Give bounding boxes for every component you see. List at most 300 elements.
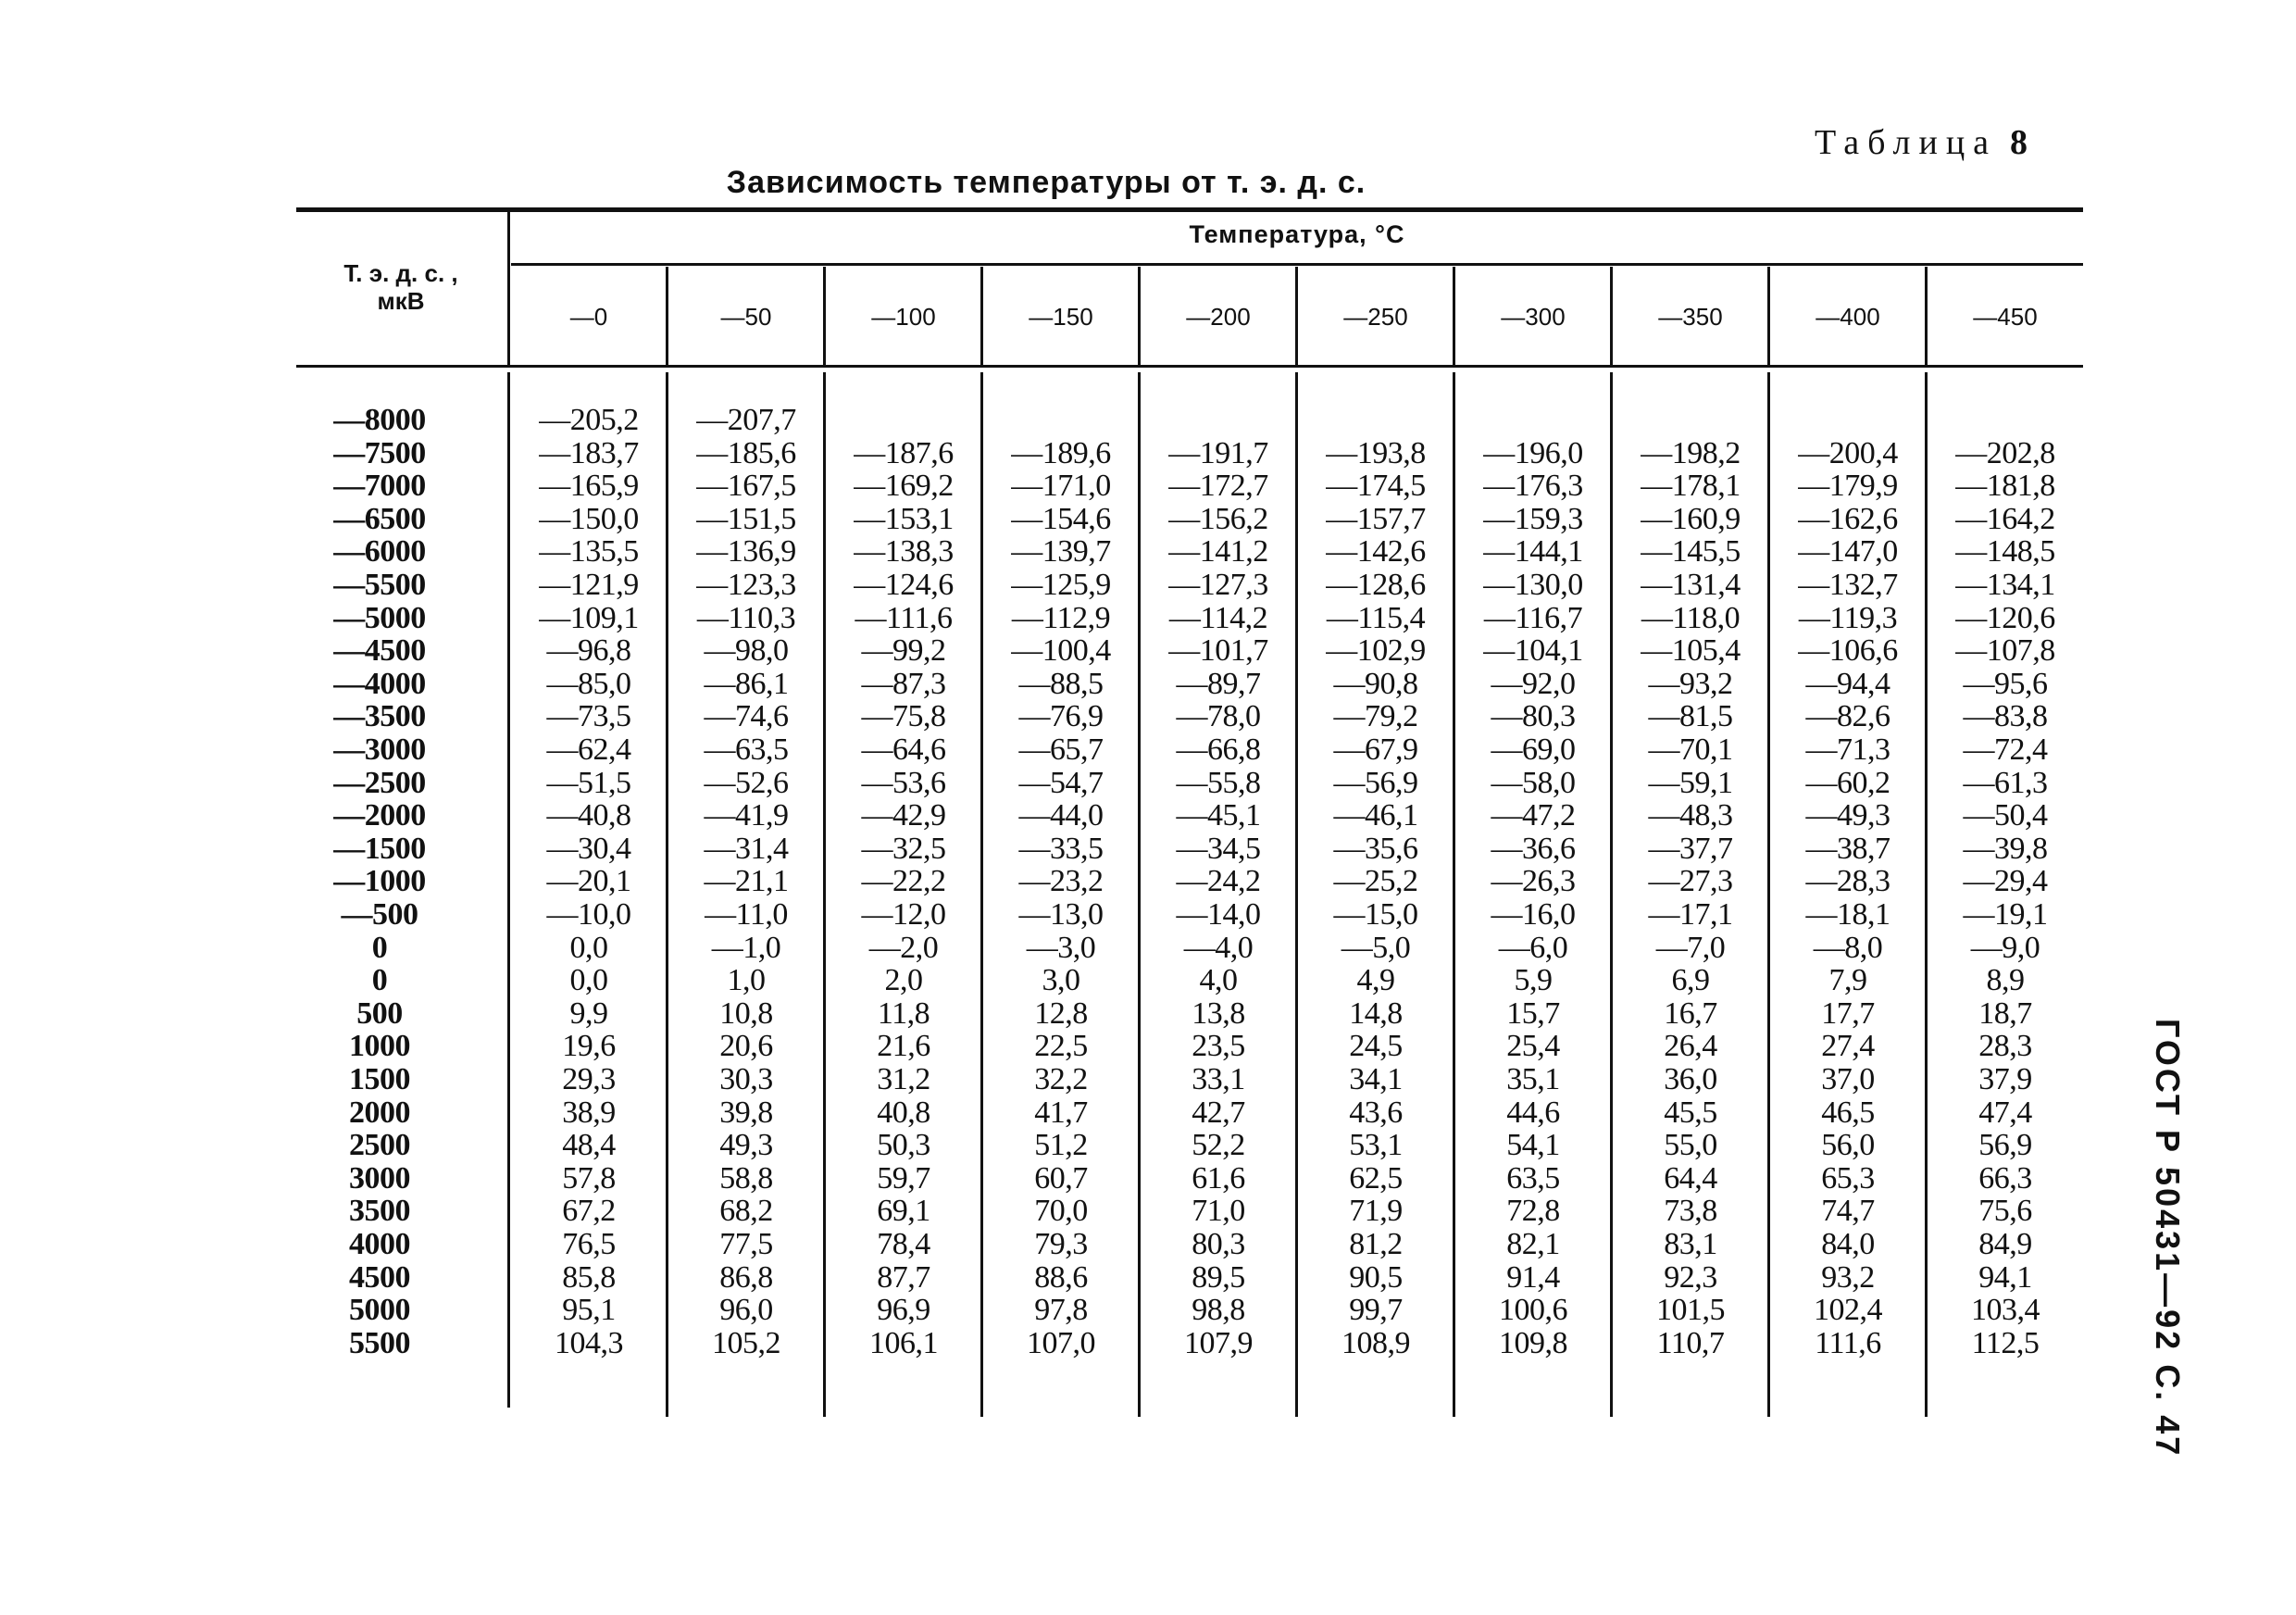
temperature-value: 8,9 [1986, 963, 2025, 998]
temperature-value: 67,2 [562, 1194, 616, 1229]
temperature-value: —198,2 [1641, 435, 1741, 470]
temperature-value: 63,5 [1506, 1160, 1560, 1196]
temperature-value: —135,5 [539, 534, 639, 570]
temperature-value: —34,5 [1176, 831, 1261, 866]
column-divider [1610, 267, 1613, 365]
temperature-value: —80,3 [1491, 699, 1576, 734]
emf-value: 1000 [349, 1029, 410, 1064]
temperature-value: 79,3 [1034, 1227, 1088, 1261]
temperature-value: —48,3 [1648, 798, 1733, 833]
temperature-value: 44,6 [1506, 1095, 1560, 1130]
temperature-value: —22,2 [861, 864, 946, 899]
temperature-value: —90,8 [1333, 666, 1418, 701]
temperature-column-header: —0 [569, 303, 608, 331]
temperature-value: 5,9 [1514, 963, 1553, 998]
temperature-value: 45,5 [1664, 1095, 1717, 1130]
temperature-value: 95,1 [562, 1293, 616, 1328]
temperature-value: 58,8 [719, 1160, 773, 1196]
table-row [0, 535, 2092, 569]
emf-value: —2000 [333, 798, 426, 833]
temperature-value: 86,8 [719, 1259, 773, 1295]
temperature-value: —95,6 [1963, 666, 2048, 701]
temperature-value: —61,3 [1963, 765, 2048, 800]
temperature-value: —125,9 [1011, 568, 1111, 602]
temperature-value: —96,8 [546, 633, 631, 669]
temperature-value: 81,2 [1349, 1227, 1403, 1261]
emf-value: —500 [341, 897, 418, 932]
temperature-value: 103,4 [1971, 1293, 2040, 1328]
column-divider [1767, 267, 1770, 365]
temperature-value: —1,0 [711, 930, 781, 965]
temperature-value: 11,8 [877, 995, 930, 1031]
table-row [0, 799, 2092, 833]
temperature-value: 91,4 [1506, 1259, 1560, 1295]
temperature-value: 97,8 [1034, 1293, 1088, 1328]
table-row [0, 733, 2092, 767]
temperature-value: —169,2 [854, 469, 954, 504]
emf-column-header [294, 259, 507, 315]
temperature-value: 4,0 [1199, 963, 1238, 998]
table-row [0, 1129, 2092, 1162]
temperature-value: 61,6 [1192, 1160, 1245, 1196]
temperature-value: —171,0 [1011, 469, 1111, 504]
temperature-value: 43,6 [1349, 1095, 1403, 1130]
temperature-value: —174,5 [1326, 469, 1426, 504]
temperature-value: 6,9 [1671, 963, 1710, 998]
table-row [0, 700, 2092, 733]
temperature-value: —82,6 [1805, 699, 1890, 734]
temperature-value: 54,1 [1506, 1128, 1560, 1163]
temperature-value: —104,1 [1483, 633, 1583, 669]
temperature-value: 71,0 [1192, 1194, 1245, 1229]
temperature-value: —178,1 [1641, 469, 1741, 504]
temperature-value: —9,0 [1970, 930, 2040, 965]
temperature-value: 13,8 [1192, 995, 1245, 1031]
temperature-value: 48,4 [562, 1128, 616, 1163]
temperature-value: —191,7 [1168, 435, 1268, 470]
temperature-value: 47,4 [1978, 1095, 2032, 1130]
temperature-value: —49,3 [1805, 798, 1890, 833]
temperature-value: —107,8 [1955, 633, 2055, 669]
temperature-value: 21,6 [877, 1029, 930, 1064]
temperature-value: —83,8 [1963, 699, 2048, 734]
temperature-value: —65,7 [1018, 732, 1104, 767]
temperature-value: 22,5 [1034, 1029, 1088, 1064]
temperature-value: —63,5 [704, 732, 789, 767]
emf-value: —7500 [333, 435, 426, 470]
temperature-value: —185,6 [696, 435, 796, 470]
temperature-value: —88,5 [1018, 666, 1104, 701]
temperature-value: 70,0 [1034, 1194, 1088, 1229]
table-row [0, 634, 2092, 668]
temperature-value: 34,1 [1349, 1062, 1403, 1096]
temperature-value: 52,2 [1192, 1128, 1245, 1163]
table-row [0, 1063, 2092, 1096]
temperature-value: 35,1 [1506, 1062, 1560, 1096]
temperature-value: —37,7 [1648, 831, 1733, 866]
temperature-value: 74,7 [1821, 1194, 1875, 1229]
temperature-value: —202,8 [1955, 435, 2055, 470]
temperature-value: 80,3 [1192, 1227, 1245, 1261]
temperature-value: —93,2 [1648, 666, 1733, 701]
temperature-value: —45,1 [1176, 798, 1261, 833]
temperature-value: —128,6 [1326, 568, 1426, 602]
header-bottom-rule [296, 365, 2083, 368]
temperature-value: 0,0 [569, 963, 608, 998]
temperature-value: 101,5 [1656, 1293, 1725, 1328]
temperature-value: 38,9 [562, 1095, 616, 1130]
temperature-value: 23,5 [1192, 1029, 1245, 1064]
emf-value: —4500 [333, 633, 426, 669]
temperature-value: —87,3 [861, 666, 946, 701]
temperature-value: —130,0 [1483, 568, 1583, 602]
temperature-value: 2,0 [884, 963, 923, 998]
temperature-value: —64,6 [861, 732, 946, 767]
temperature-value: —10,0 [546, 897, 631, 932]
table-row [0, 1228, 2092, 1261]
temperature-header-rule [511, 263, 2083, 266]
table-row [0, 569, 2092, 602]
temperature-value: —17,1 [1648, 897, 1733, 932]
table-row [0, 602, 2092, 635]
temperature-value: —81,5 [1648, 699, 1733, 734]
table-row [0, 1261, 2092, 1295]
table-row [0, 997, 2092, 1031]
temperature-value: —205,2 [539, 403, 639, 437]
table-label-text: Таблица [1815, 123, 1998, 162]
temperature-value: 3,0 [1042, 963, 1080, 998]
temperature-value: 72,8 [1506, 1194, 1560, 1229]
temperature-value: —105,4 [1641, 633, 1741, 669]
temperature-value: —85,0 [546, 666, 631, 701]
table-row [0, 767, 2092, 800]
temperature-column-header: —50 [720, 303, 772, 331]
emf-value: 0 [371, 930, 388, 965]
emf-value: —1000 [333, 864, 426, 899]
temperature-value: —69,0 [1491, 732, 1576, 767]
temperature-value: 75,6 [1978, 1194, 2032, 1229]
temperature-value: —101,7 [1168, 633, 1268, 669]
temperature-value: 105,2 [712, 1325, 780, 1360]
temperature-value: —66,8 [1176, 732, 1261, 767]
temperature-value: —21,1 [704, 864, 789, 899]
temperature-value: 84,0 [1821, 1227, 1875, 1261]
temperature-value: —193,8 [1326, 435, 1426, 470]
temperature-value: 64,4 [1664, 1160, 1717, 1196]
temperature-value: 56,9 [1978, 1128, 2032, 1163]
temperature-value: 99,7 [1349, 1293, 1403, 1328]
emf-value: —2500 [333, 765, 426, 800]
temperature-value: 66,3 [1978, 1160, 2032, 1196]
temperature-value: 15,7 [1506, 995, 1560, 1031]
table-row [0, 503, 2092, 536]
temperature-value: —148,5 [1955, 534, 2055, 570]
temperature-value: —33,5 [1018, 831, 1104, 866]
temperature-value: 37,9 [1978, 1062, 2032, 1096]
emf-value: 0 [371, 963, 388, 998]
temperature-value: 30,3 [719, 1062, 773, 1096]
temperature-value: —52,6 [704, 765, 789, 800]
temperature-value: —142,6 [1326, 534, 1426, 570]
temperature-value: —71,3 [1805, 732, 1890, 767]
temperature-value: —60,2 [1805, 765, 1890, 800]
temperature-value: 37,0 [1821, 1062, 1875, 1096]
temperature-value: 17,7 [1821, 995, 1875, 1031]
temperature-value: 77,5 [719, 1227, 773, 1261]
temperature-value: —207,7 [696, 403, 796, 437]
temperature-value: —110,3 [696, 600, 796, 635]
temperature-value: 102,4 [1814, 1293, 1882, 1328]
temperature-value: —160,9 [1641, 501, 1741, 536]
emf-value: 2500 [349, 1128, 410, 1163]
temperature-value: —136,9 [696, 534, 796, 570]
temperature-column-header: —300 [1501, 303, 1566, 331]
temperature-value: —89,7 [1176, 666, 1261, 701]
temperature-value: 68,2 [719, 1194, 773, 1229]
temperature-value: —42,9 [861, 798, 946, 833]
temperature-value: —25,2 [1333, 864, 1418, 899]
temperature-value: —6,0 [1498, 930, 1568, 965]
temperature-value: —165,9 [539, 469, 639, 504]
temperature-value: 59,7 [877, 1160, 930, 1196]
emf-value: —6500 [333, 501, 426, 536]
temperature-value: —179,9 [1798, 469, 1898, 504]
temperature-value: —121,9 [539, 568, 639, 602]
table-row [0, 1162, 2092, 1196]
temperature-column-header: —400 [1816, 303, 1880, 331]
temperature-value: 69,1 [877, 1194, 930, 1229]
table-row [0, 668, 2092, 701]
emf-value: 5000 [349, 1293, 410, 1328]
table-row [0, 437, 2092, 470]
temperature-value: —92,0 [1491, 666, 1576, 701]
temperature-value: 87,7 [877, 1259, 930, 1295]
temperature-value: —15,0 [1333, 897, 1418, 932]
temperature-value: 71,9 [1349, 1194, 1403, 1229]
temperature-value: 16,7 [1664, 995, 1717, 1031]
temperature-value: —159,3 [1483, 501, 1583, 536]
temperature-value: —62,4 [546, 732, 631, 767]
temperature-value: —41,9 [704, 798, 789, 833]
temperature-value: —2,0 [868, 930, 939, 965]
column-divider [1295, 267, 1298, 365]
temperature-value: 20,6 [719, 1029, 773, 1064]
temperature-value: —78,0 [1176, 699, 1261, 734]
temperature-value: 106,1 [869, 1325, 938, 1360]
temperature-column-header: —150 [1029, 303, 1093, 331]
temperature-value: 51,2 [1034, 1128, 1088, 1163]
temperature-value: —172,7 [1168, 469, 1268, 504]
temperature-value: 39,8 [719, 1095, 773, 1130]
temperature-value: —144,1 [1483, 534, 1583, 570]
temperature-value: —14,0 [1176, 897, 1261, 932]
temperature-value: —70,1 [1648, 732, 1733, 767]
temperature-value: 40,8 [877, 1095, 930, 1130]
temperature-value: 27,4 [1821, 1029, 1875, 1064]
temperature-value: 55,0 [1664, 1128, 1717, 1163]
temperature-value: —12,0 [861, 897, 946, 932]
temperature-value: —3,0 [1026, 930, 1096, 965]
temperature-value: 62,5 [1349, 1160, 1403, 1196]
temperature-value: —36,6 [1491, 831, 1576, 866]
temperature-value: 109,8 [1499, 1325, 1567, 1360]
emf-header-line1: Т. э. д. с. , [343, 259, 458, 287]
temperature-value: —187,6 [854, 435, 954, 470]
temperature-value: —116,7 [1483, 600, 1583, 635]
temperature-value: —30,4 [546, 831, 631, 866]
temperature-value: —134,1 [1955, 568, 2055, 602]
temperature-value: 7,9 [1828, 963, 1867, 998]
emf-value: 500 [356, 995, 403, 1031]
temperature-value: —154,6 [1011, 501, 1111, 536]
temperature-value: 4,9 [1356, 963, 1395, 998]
temperature-value: —7,0 [1655, 930, 1726, 965]
temperature-value: —67,9 [1333, 732, 1418, 767]
temperature-value: 33,1 [1192, 1062, 1245, 1096]
temperature-value: 18,7 [1978, 995, 2032, 1031]
temperature-value: —47,2 [1491, 798, 1576, 833]
temperature-value: —5,0 [1341, 930, 1411, 965]
temperature-value: 41,7 [1034, 1095, 1088, 1130]
temperature-value: —100,4 [1011, 633, 1111, 669]
emf-value: —5000 [333, 600, 426, 635]
temperature-value: —13,0 [1018, 897, 1104, 932]
temperature-value: —176,3 [1483, 469, 1583, 504]
temperature-value: —141,2 [1168, 534, 1268, 570]
temperature-value: 96,9 [877, 1293, 930, 1328]
temperature-value: 19,6 [562, 1029, 616, 1064]
temperature-value: —120,6 [1955, 600, 2055, 635]
temperature-value: —40,8 [546, 798, 631, 833]
temperature-value: —59,1 [1648, 765, 1733, 800]
column-divider [980, 267, 983, 365]
temperature-value: —55,8 [1176, 765, 1261, 800]
table-row [0, 1327, 2092, 1360]
temperature-value: —151,5 [696, 501, 796, 536]
temperature-value: 53,1 [1349, 1128, 1403, 1163]
temperature-value: —94,4 [1805, 666, 1890, 701]
temperature-value: —38,7 [1805, 831, 1890, 866]
table-row [0, 469, 2092, 503]
column-divider [823, 267, 826, 365]
temperature-value: —86,1 [704, 666, 789, 701]
temperature-value: —73,5 [546, 699, 631, 734]
table-row [0, 964, 2092, 997]
emf-value: —5500 [333, 568, 426, 602]
table-row [0, 1030, 2092, 1063]
temperature-value: —109,1 [539, 600, 639, 635]
temperature-value: —114,2 [1168, 600, 1268, 635]
temperature-value: —102,9 [1326, 633, 1426, 669]
table-row [0, 1294, 2092, 1327]
temperature-value: —24,2 [1176, 864, 1261, 899]
temperature-value: —115,4 [1326, 600, 1426, 635]
temperature-value: —27,3 [1648, 864, 1733, 899]
column-divider [666, 267, 668, 365]
table-row [0, 932, 2092, 965]
temperature-value: 89,5 [1192, 1259, 1245, 1295]
emf-value: —8000 [333, 403, 426, 437]
temperature-value: —26,3 [1491, 864, 1576, 899]
temperature-value: 42,7 [1192, 1095, 1245, 1130]
emf-value: —7000 [333, 469, 426, 504]
emf-value: —3000 [333, 732, 426, 767]
temperature-value: —98,0 [704, 633, 789, 669]
temperature-value: 57,8 [562, 1160, 616, 1196]
temperature-value: —35,6 [1333, 831, 1418, 866]
temperature-value: 84,9 [1978, 1227, 2032, 1261]
temperature-column-header: —450 [1973, 303, 2038, 331]
temperature-value: —4,0 [1183, 930, 1254, 965]
temperature-value: —31,4 [704, 831, 789, 866]
emf-value: 2000 [349, 1095, 410, 1130]
emf-value: —3500 [333, 699, 426, 734]
temperature-value: —76,9 [1018, 699, 1104, 734]
temperature-value: 92,3 [1664, 1259, 1717, 1295]
table-row [0, 833, 2092, 866]
temperature-value: 96,0 [719, 1293, 773, 1328]
temperature-value: —99,2 [861, 633, 946, 669]
temperature-value: 24,5 [1349, 1029, 1403, 1064]
temperature-value: 50,3 [877, 1128, 930, 1163]
temperature-value: —164,2 [1955, 501, 2055, 536]
temperature-value: 10,8 [719, 995, 773, 1031]
temperature-value: 25,4 [1506, 1029, 1560, 1064]
temperature-value: 93,2 [1821, 1259, 1875, 1295]
emf-value: —1500 [333, 831, 426, 866]
temperature-value: —145,5 [1641, 534, 1741, 570]
table-row [0, 898, 2092, 932]
temperature-column-header: —200 [1186, 303, 1251, 331]
temperature-value: 107,9 [1184, 1325, 1253, 1360]
emf-value: 4500 [349, 1259, 410, 1295]
temperature-value: 9,9 [569, 995, 608, 1031]
temperature-value: 85,8 [562, 1259, 616, 1295]
temperature-value: —74,6 [704, 699, 789, 734]
temperature-value: —118,0 [1641, 600, 1741, 635]
temperature-value: —56,9 [1333, 765, 1418, 800]
temperature-value: 76,5 [562, 1227, 616, 1261]
temperature-value: —127,3 [1168, 568, 1268, 602]
temperature-value: —119,3 [1798, 600, 1898, 635]
temperature-value: —28,3 [1805, 864, 1890, 899]
table-title: Зависимость температуры от т. э. д. с. [726, 165, 1366, 200]
temperature-value: —132,7 [1798, 568, 1898, 602]
temperature-value: —50,4 [1963, 798, 2048, 833]
temperature-value: —32,5 [861, 831, 946, 866]
temperature-value: —153,1 [854, 501, 954, 536]
temperature-value: 104,3 [555, 1325, 623, 1360]
temperature-value: —58,0 [1491, 765, 1576, 800]
top-rule [296, 207, 2083, 212]
temperature-value: 110,7 [1656, 1325, 1725, 1360]
emf-value: 3500 [349, 1194, 410, 1229]
temperature-value: —46,1 [1333, 798, 1418, 833]
temperature-value: 49,3 [719, 1128, 773, 1163]
temperature-value: 31,2 [877, 1062, 930, 1096]
temperature-value: —181,8 [1955, 469, 2055, 504]
temperature-value: —139,7 [1011, 534, 1111, 570]
emf-value: 3000 [349, 1160, 410, 1196]
temperature-header: Температура, °С [1189, 220, 1405, 248]
temperature-value: —18,1 [1805, 897, 1890, 932]
temperature-value: —53,6 [861, 765, 946, 800]
temperature-value: 12,8 [1034, 995, 1088, 1031]
temperature-value: —23,2 [1018, 864, 1104, 899]
temperature-value: 90,5 [1349, 1259, 1403, 1295]
temperature-value: 108,9 [1341, 1325, 1410, 1360]
temperature-value: —162,6 [1798, 501, 1898, 536]
